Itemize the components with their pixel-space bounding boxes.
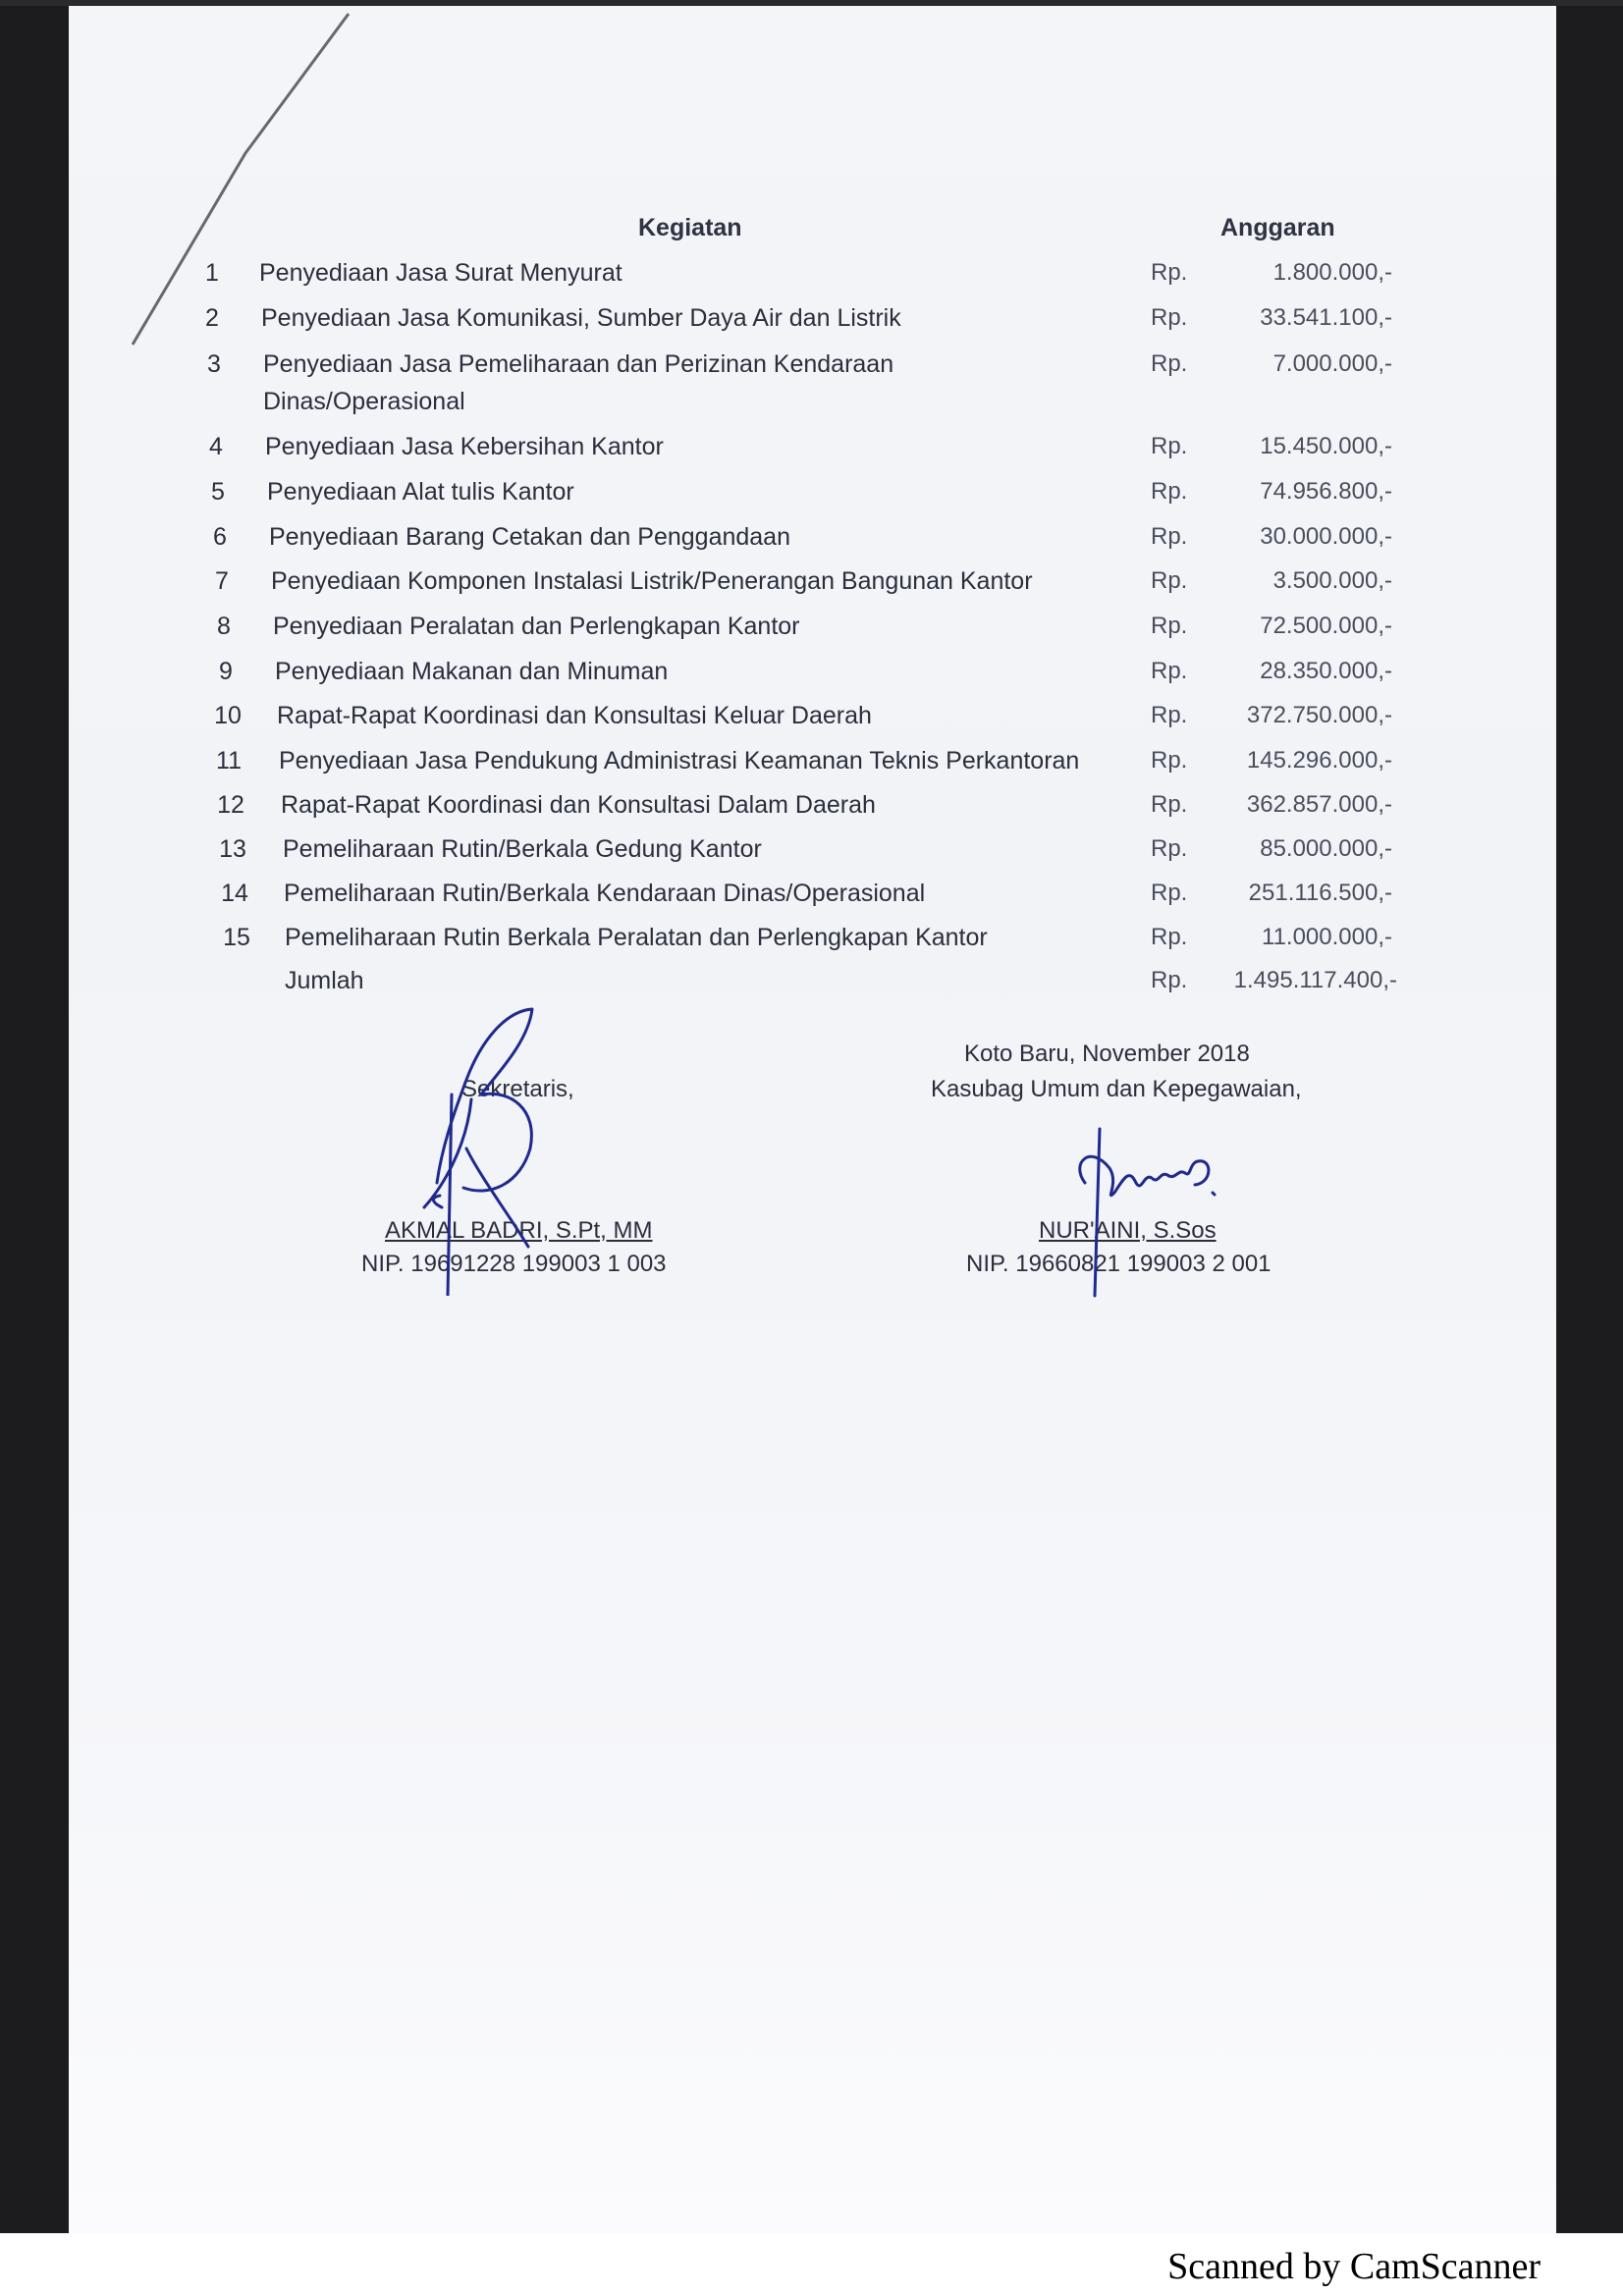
row-activity: Penyediaan Jasa Pendukung Administrasi Keamanan Teknis Perkantoran [279,747,1080,774]
row-activity: Penyediaan Jasa Komunikasi, Sumber Daya Air dan Listrik [261,304,901,332]
row-amount: 1.800.000,- [1272,259,1392,286]
table-row [0,924,1623,963]
row-currency: Rp. [1151,747,1188,774]
total-row [0,967,1623,1006]
right-signer-nip: NIP. 19660821 199003 2 001 [966,1251,1271,1277]
row-currency: Rp. [1151,350,1188,377]
table-row [0,658,1623,697]
total-currency: Rp. [1151,967,1188,993]
row-currency: Rp. [1151,791,1188,818]
table-row [0,613,1623,652]
table-row [0,478,1623,517]
row-amount: 251.116.500,- [1248,880,1392,906]
row-amount: 3.500.000,- [1272,567,1392,594]
scanner-watermark: Scanned by CamScanner [1167,2246,1541,2287]
table-row [0,433,1623,472]
row-number: 10 [214,702,242,729]
row-currency: Rp. [1151,658,1188,684]
total-amount: 1.495.117.400,- [1233,967,1397,993]
row-currency: Rp. [1151,567,1188,594]
table-row [0,259,1623,298]
row-activity: Penyediaan Makanan dan Minuman [275,658,669,685]
table-row [0,791,1623,830]
row-number: 7 [215,567,229,595]
row-amount: 74.956.800,- [1260,478,1392,505]
row-activity: Penyediaan Jasa Kebersihan Kantor [265,433,664,460]
row-amount: 145.296.000,- [1246,747,1392,774]
table-row [0,304,1623,344]
row-activity: Penyediaan Peralatan dan Perlengkapan Kantor [273,613,800,640]
row-amount: 372.750.000,- [1246,702,1392,728]
row-number: 6 [213,523,227,551]
left-signer-nip: NIP. 19691228 199003 1 003 [361,1251,667,1277]
table-row [0,567,1623,607]
row-currency: Rp. [1151,835,1188,862]
table-row [0,880,1623,919]
row-activity: Pemeliharaan Rutin/Berkala Gedung Kantor [283,835,762,863]
table-row [0,350,1623,429]
table-row [0,835,1623,875]
row-activity: Pemeliharaan Rutin Berkala Peralatan dan Perlengkapan Kantor [285,924,988,951]
row-amount: 30.000.000,- [1260,523,1392,550]
row-activity-continued: Dinas/Operasional [263,388,465,415]
total-label: Jumlah [285,967,364,994]
row-amount: 362.857.000,- [1246,791,1392,818]
left-signature [412,1001,579,1296]
row-amount: 7.000.000,- [1272,350,1392,377]
table-row [0,523,1623,562]
row-number: 12 [217,791,244,819]
row-activity: Rapat-Rapat Koordinasi dan Konsultasi Keluar Daerah [277,702,872,729]
row-currency: Rp. [1151,613,1188,639]
row-currency: Rp. [1151,433,1188,459]
row-number: 3 [207,350,221,378]
row-number: 8 [217,613,231,640]
row-activity: Penyediaan Barang Cetakan dan Penggandaan [269,523,790,551]
row-currency: Rp. [1151,924,1188,950]
row-activity: Penyediaan Komponen Instalasi Listrik/Penerangan Bangunan Kantor [271,567,1033,595]
row-activity: Penyediaan Jasa Pemeliharaan dan Perizinan Kendaraan [263,350,894,378]
row-number: 1 [205,259,219,287]
header-budget: Anggaran [1220,214,1335,241]
right-signer-title: Kasubag Umum dan Kepegawaian, [931,1076,1302,1102]
row-number: 5 [211,478,225,506]
row-activity: Penyediaan Jasa Surat Menyurat [259,259,622,287]
right-signature [1065,1124,1242,1301]
left-signer-name: AKMAL BADRI, S.Pt, MM [385,1217,653,1244]
table-row [0,747,1623,786]
right-signer-name: NUR'AINI, S.Sos [1039,1217,1217,1244]
row-number: 9 [219,658,233,685]
row-activity: Pemeliharaan Rutin/Berkala Kendaraan Dinas/Operasional [284,880,926,907]
row-amount: 15.450.000,- [1260,433,1392,459]
row-number: 15 [223,924,250,951]
row-amount: 11.000.000,- [1262,924,1392,950]
budget-table [0,0,1623,1031]
table-row [0,702,1623,741]
row-number: 2 [205,304,219,332]
left-signer-title: Sekretaris, [461,1076,574,1102]
row-currency: Rp. [1151,702,1188,728]
row-currency: Rp. [1151,880,1188,906]
row-amount: 28.350.000,- [1260,658,1392,684]
row-amount: 72.500.000,- [1260,613,1392,639]
header-activity: Kegiatan [638,214,742,241]
row-activity: Rapat-Rapat Koordinasi dan Konsultasi Dalam Daerah [281,791,876,819]
row-amount: 33.541.100,- [1260,304,1392,331]
right-place-date: Koto Baru, November 2018 [964,1041,1250,1067]
row-amount: 85.000.000,- [1260,835,1392,862]
row-currency: Rp. [1151,478,1188,505]
row-number: 13 [219,835,246,863]
row-currency: Rp. [1151,523,1188,550]
row-currency: Rp. [1151,304,1188,331]
row-currency: Rp. [1151,259,1188,286]
row-number: 14 [221,880,248,907]
row-number: 4 [209,433,223,460]
row-activity: Penyediaan Alat tulis Kantor [267,478,574,506]
row-number: 11 [216,747,242,774]
